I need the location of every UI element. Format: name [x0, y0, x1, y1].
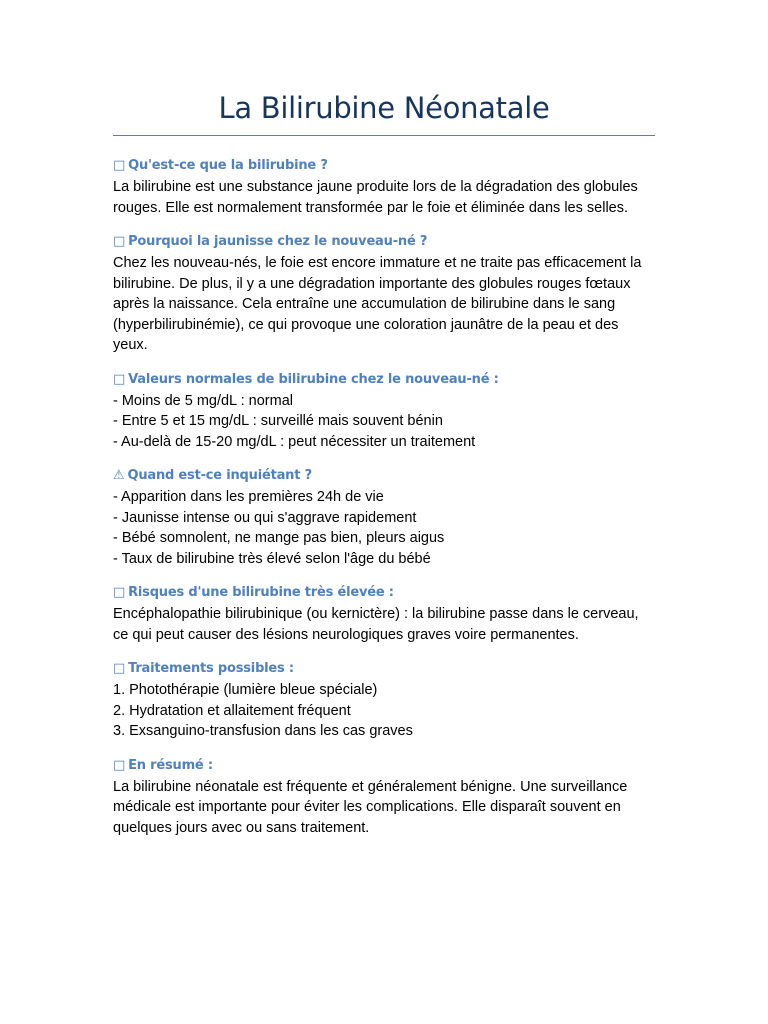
section-normal-values	[113, 370, 655, 453]
section-heading	[113, 156, 655, 176]
missing-glyph-icon: □	[113, 661, 126, 676]
section-heading-text: Qu'est-ce que la bilirubine ?	[128, 158, 328, 173]
section-summary	[113, 756, 655, 839]
section-heading	[113, 583, 655, 603]
section-heading	[113, 232, 655, 252]
section-list	[113, 680, 655, 742]
list-item: - Apparition dans les premières 24h de vie	[113, 489, 384, 505]
section-heading	[113, 756, 655, 776]
list-item: 2. Hydratation et allaitement fréquent	[113, 702, 351, 719]
list-item: - Entre 5 et 15 mg/dL : surveillé mais souvent bénin	[113, 413, 443, 429]
section-heading	[113, 370, 655, 390]
section-risks	[113, 583, 655, 645]
document-page	[113, 88, 655, 838]
list-item: - Taux de bilirubine très élevé selon l'âge du bébé	[113, 550, 431, 567]
section-paragraph: Chez les nouveau-nés, le foie est encore immature et ne traite pas efficacement la bilirubine. De plus, il y a une dégradation importante des globules rouges fœtaux après la naissance. Cela entraîne une accumulation de bilirubine dans le sang (hyperbilirubinémie), ce qui provoque une coloration jaunâtre de la peau et des yeux.	[113, 255, 642, 353]
section-heading-text: Traitements possibles :	[128, 661, 294, 676]
list-item: - Moins de 5 mg/dL : normal	[113, 392, 293, 409]
warning-icon: ⚠	[113, 468, 125, 483]
section-list	[113, 391, 655, 453]
section-heading-text: Valeurs normales de bilirubine chez le nouveau-né :	[128, 371, 499, 387]
section-heading-text: Pourquoi la jaunisse chez le nouveau-né ?	[128, 234, 428, 249]
missing-glyph-icon: □	[113, 158, 126, 173]
list-item: - Bébé somnolent, ne mange pas bien, pleurs aigus	[113, 530, 445, 546]
missing-glyph-icon: □	[113, 757, 126, 773]
section-heading-text: Risques d'une bilirubine très élevée :	[128, 585, 394, 600]
missing-glyph-icon: □	[113, 371, 126, 387]
section-definition	[113, 156, 655, 218]
list-item: 3. Exsanguino-transfusion dans les cas graves	[113, 723, 413, 739]
section-heading	[113, 659, 655, 679]
list-item: 1. Photothérapie (lumière bleue spéciale)	[113, 682, 378, 698]
missing-glyph-icon: □	[113, 585, 126, 600]
list-item: - Jaunisse intense ou qui s'aggrave rapidement	[113, 509, 417, 526]
section-newborn-jaundice	[113, 232, 655, 356]
section-treatments	[113, 659, 655, 742]
section-paragraph: Encéphalopathie bilirubinique (ou kernictère) : la bilirubine passe dans le cerveau, ce qui peut causer des lésions neurologiques graves voire permanentes.	[113, 606, 639, 643]
page-title: La Bilirubine Néonatale	[113, 88, 655, 136]
section-paragraph: La bilirubine est une substance jaune produite lors de la dégradation des globules rouges. Elle est normalement transformée par le foie et éliminée dans les selles.	[113, 179, 638, 216]
section-paragraph: La bilirubine néonatale est fréquente et généralement bénigne. Une surveillance médicale est importante pour éviter les complications. Elle disparaît souvent en quelques jours avec ou sans traitement.	[113, 778, 628, 836]
section-list	[113, 487, 655, 569]
section-heading-text: Quand est-ce inquiétant ?	[127, 468, 312, 483]
list-item: - Au-delà de 15-20 mg/dL : peut nécessiter un traitement	[113, 433, 476, 450]
section-heading-text: En résumé :	[128, 757, 213, 773]
missing-glyph-icon: □	[113, 234, 126, 249]
section-warning-signs	[113, 466, 655, 569]
section-heading	[113, 466, 655, 486]
